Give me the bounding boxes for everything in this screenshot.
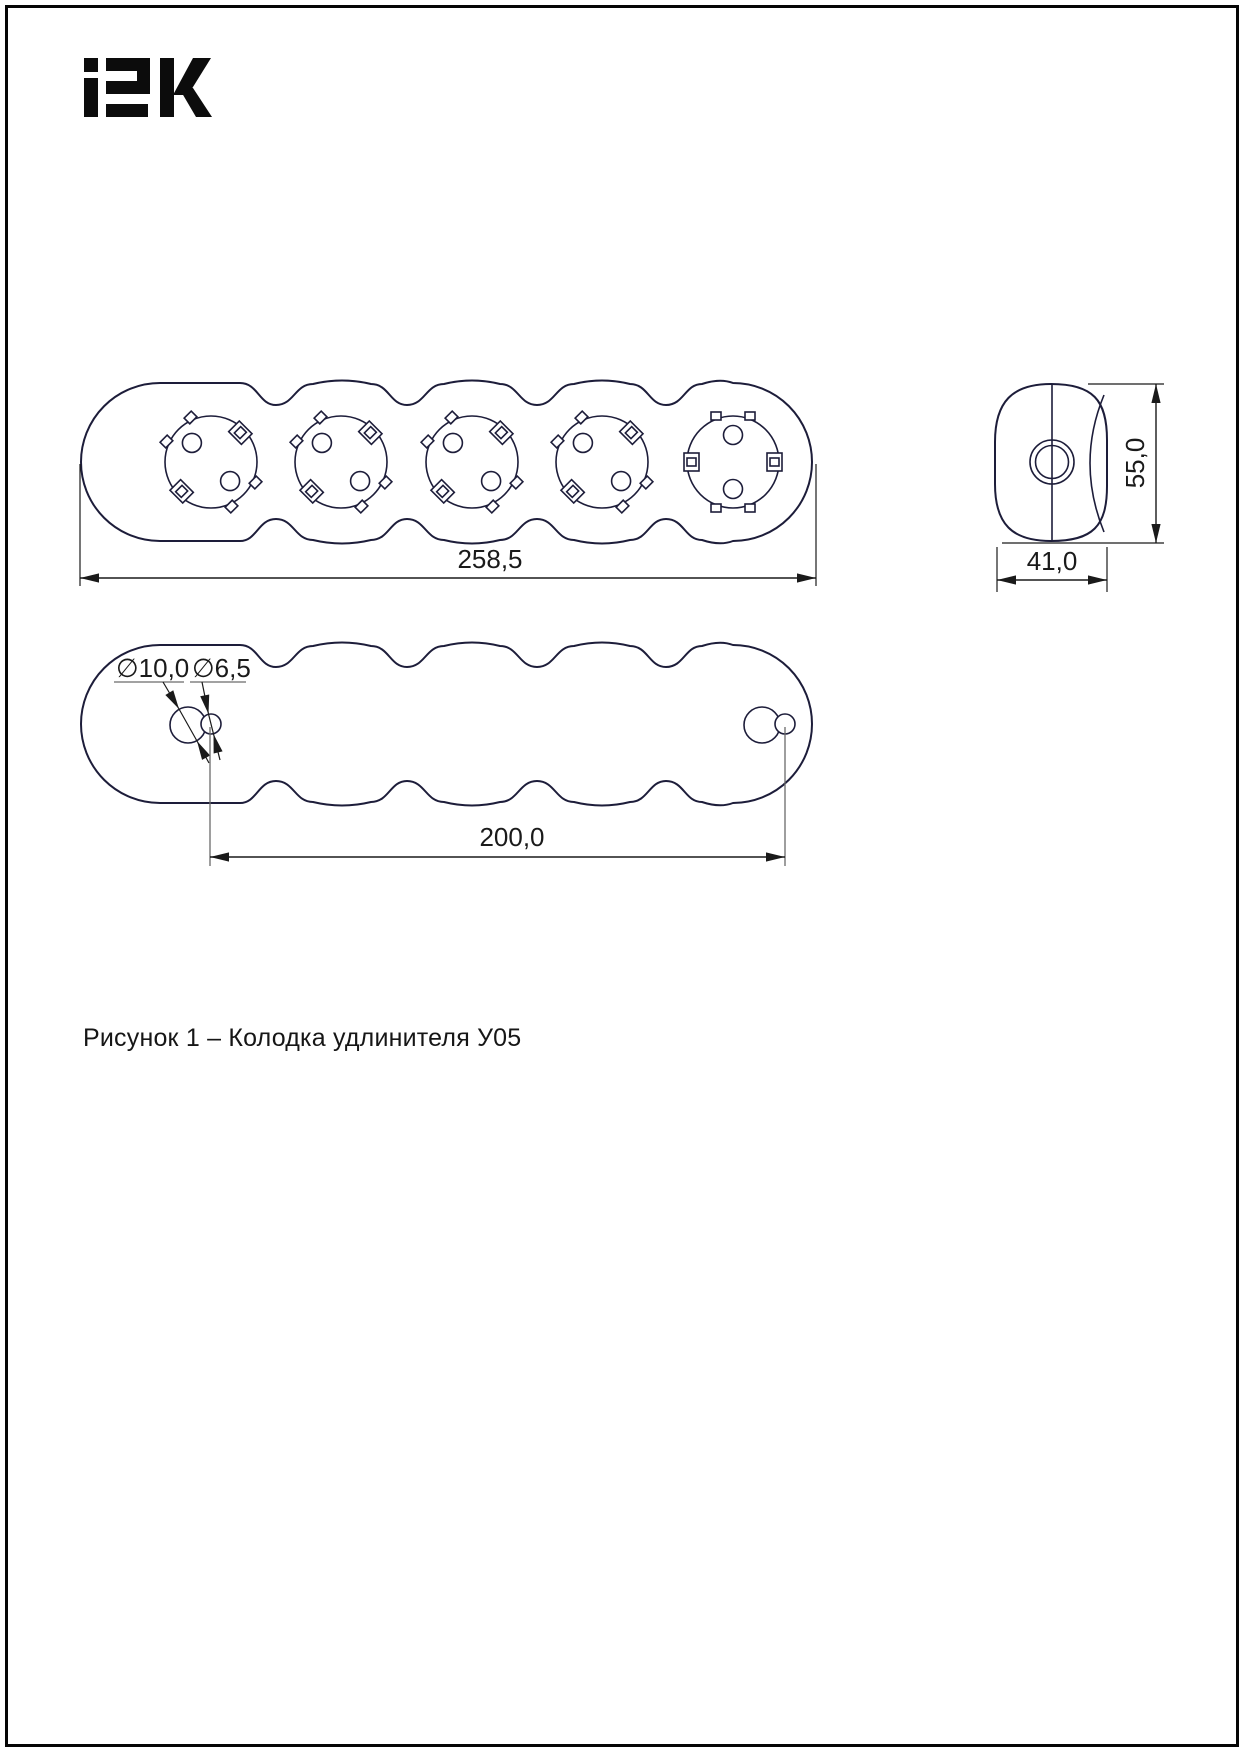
dimension-hole-large-label: ∅10,0 — [116, 653, 190, 683]
iek-logo — [84, 58, 212, 117]
socket — [271, 392, 411, 532]
socket — [684, 412, 782, 512]
logo-i-stem — [84, 78, 98, 117]
top-view-outline — [81, 381, 812, 544]
side-view-scallop-profile — [1090, 395, 1104, 532]
logo-e-stub — [137, 58, 150, 94]
side-view-drawing — [995, 384, 1107, 541]
figure-caption: Рисунок 1 – Колодка удлинителя У05 — [83, 1024, 522, 1052]
logo-k-stem — [160, 58, 174, 117]
socket — [532, 392, 672, 532]
dimension-depth — [997, 546, 1107, 592]
dimension-length-label: 258,5 — [457, 544, 523, 574]
dimension-depth-label: 41,0 — [1026, 546, 1078, 576]
dimension-hole-spacing — [210, 727, 785, 866]
bottom-view-drawing — [81, 643, 812, 806]
logo-k-leg — [179, 88, 212, 117]
dimension-height — [1002, 384, 1164, 543]
logo-e-bar — [106, 104, 148, 117]
socket — [141, 392, 281, 532]
socket — [402, 392, 542, 532]
top-view-drawing — [81, 381, 812, 544]
dimension-height-label: 55,0 — [1120, 437, 1150, 489]
dimension-hole-small-label: ∅6,5 — [192, 653, 251, 683]
logo-i-dot — [84, 58, 98, 72]
dimension-length — [80, 464, 816, 586]
dimension-hole-spacing-label: 200,0 — [479, 822, 545, 852]
